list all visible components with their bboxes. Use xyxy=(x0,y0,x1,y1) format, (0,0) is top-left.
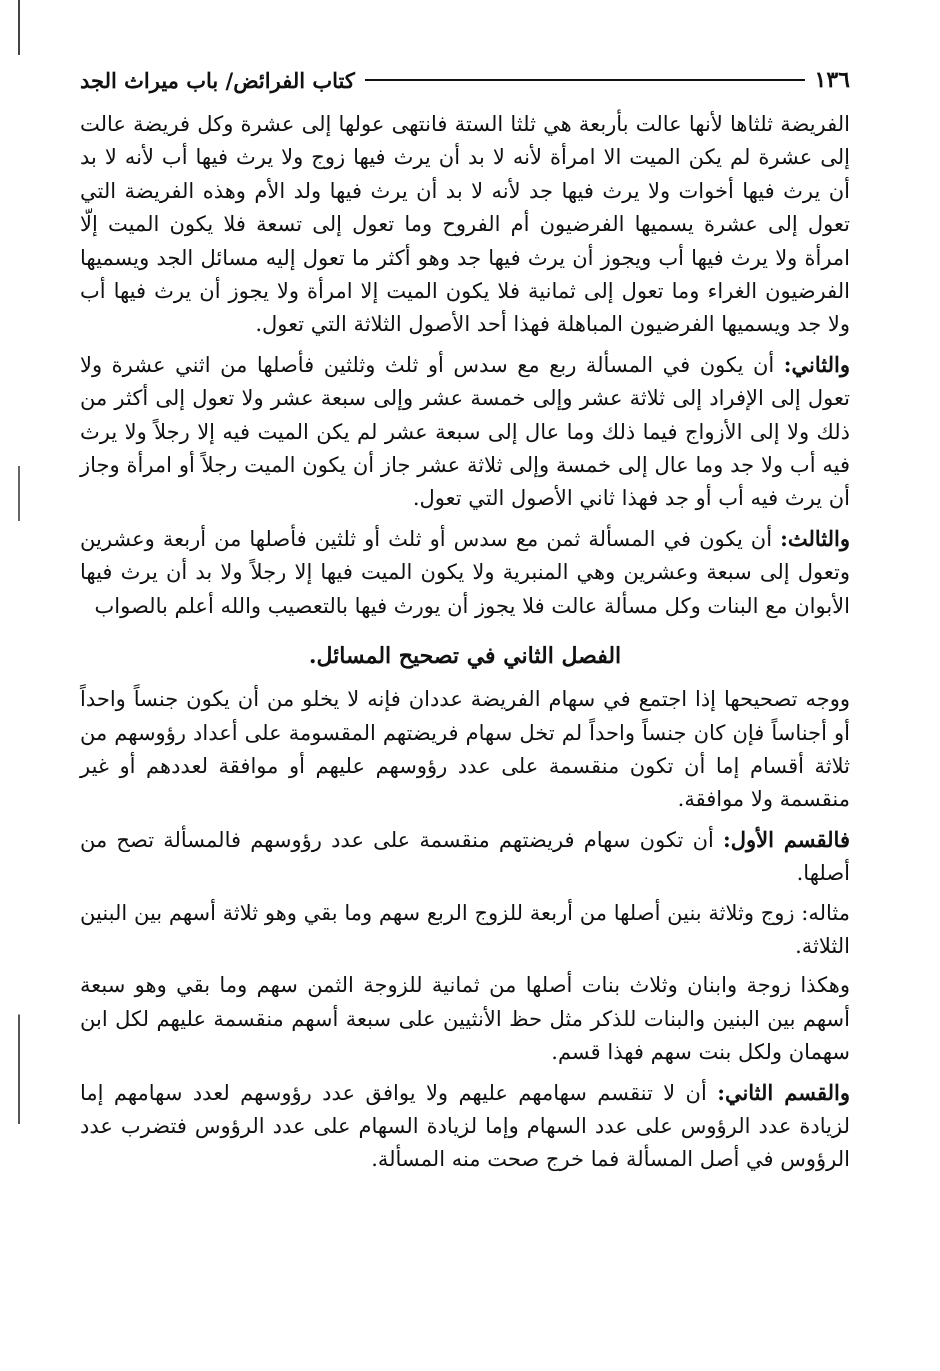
book-page xyxy=(80,60,850,1183)
paragraph-text: مثاله: زوج وثلاثة بنين أصلها من أربعة للزوج الربع سهم وما بقي وهو ثلاثة أسهم بين البنين الثلاثة. xyxy=(80,900,850,958)
paragraph xyxy=(80,522,850,623)
paragraph xyxy=(80,823,850,891)
paragraph xyxy=(80,1076,850,1177)
section-heading: الفصل الثاني في تصحيح المسائل. xyxy=(308,643,622,670)
scan-margin-line xyxy=(18,0,20,1371)
paragraph-lead: والثالث: xyxy=(780,525,850,551)
paragraph-lead: والقسم الثاني: xyxy=(717,1079,850,1105)
paragraph-text: الفريضة ثلثاها لأنها عالت بأربعة هي ثلثا الستة فانتهى عولها إلى عشرة وكل فريضة عالت إلى عشرة لم يكن الميت الا امرأة لأنه لا بد أن يرث فيها زوج ولا يرث فيها أب لأنه لا بد أن يرث فيها أخوات ولا يرث فيها جد لأنه لا بد أن يرث فيها ولد الأم وهذه الفريضة التي تعول إلى عشرة يسميها الفرضيون أم الفروح وما تعول إلى تسعة فلا يكون الميت إلّا امرأة ولا يرث فيها أب ويجوز أن يرث فيها جد وهو أكثر ما تعول إليه مسائل الجد ويسميها الفرضيون الغراء وما تعول إلى ثمانية فلا يكون الميت إلا امرأة ولا يجوز أن يرث فيها أب ولا جد ويسميها الفرضيون المباهلة فهذا أحد الأصول الثلاثة التي تعول. xyxy=(80,112,850,337)
paragraph xyxy=(80,969,850,1069)
paragraph xyxy=(80,348,850,516)
page-header xyxy=(80,60,850,100)
paragraph-text: أن لا تنقسم سهامهم عليهم ولا يوافق عدد رؤوسهم لعدد سهامهم إما لزيادة عدد الرؤوس على عدد السهام وإما لزيادة السهام على عدد الرؤوس فتضرب عدد الرؤوس في أصل المسألة فما خرج صحت منه المسألة. xyxy=(80,1080,850,1172)
paragraph-lead: والثاني: xyxy=(783,351,850,377)
page-number: ١٣٦ xyxy=(814,67,850,93)
paragraph-text: أن يكون في المسألة ثمن مع سدس أو ثلث أو ثلثين فأصلها من أربعة وعشرين وتعول إلى سبعة وعشرين وهي المنبرية ولا يكون الميت فيها إلا رجلاً ولا بد أن يرث فيها الأبوان مع البنات وكل مسألة عالت فلا يجوز أن يورث فيها بالتعصيب والله أعلم بالصواب xyxy=(80,526,850,618)
paragraph xyxy=(80,683,850,817)
paragraph-text: أن تكون سهام فريضتهم منقسمة على عدد رؤوسهم فالمسألة تصح من أصلها. xyxy=(80,827,850,886)
body-text xyxy=(80,108,850,1177)
paragraph xyxy=(80,108,850,342)
paragraph xyxy=(80,897,850,964)
header-rule xyxy=(365,79,805,81)
paragraph-lead: فالقسم الأول: xyxy=(723,826,850,852)
paragraph-text: وهكذا زوجة وابنان وثلاث بنات أصلها من ثمانية للزوجة الثمن سهم وما بقي وهو سبعة أسهم بين البنين والبنات للذكر مثل حظ الأنثيين على سبعة أسهم منقسمة عليهم لكل ابن سهمان ولكل بنت سهم فهذا قسم. xyxy=(80,973,850,1065)
paragraph-text: ووجه تصحيحها إذا اجتمع في سهام الفريضة عددان فإنه لا يخلو من أن يكون جنساً واحداً أو أجناساً فإن كان جنساً واحداً لم تخل سهام فريضتهم المقسومة على أعداد رؤوسهم من ثلاثة أقسام إما أن تكون منقسمة على عدد رؤوسهم عليهم أو موافقة لعددهم أو غير منقسمة ولا موافقة. xyxy=(80,687,850,812)
running-title: كتاب الفرائض/ باب ميراث الجد xyxy=(80,67,355,93)
paragraph-text: أن يكون في المسألة ربع مع سدس أو ثلث وثلثين فأصلها من اثني عشرة ولا تعول إلى الإفراد إلى ثلاثة عشر وإلى خمسة عشر وإلى سبعة عشر ولا تعول إلى أكثر من ذلك ولا إلى الأزواج فيما ذلك وما عال إلى سبعة عشر لم يكن الميت فيه إلا رجلاً ولا يرث فيه أب ولا جد وما عال إلى خمسة وإلى ثلاثة عشر جاز أن يكون الميت رجلاً أو امرأة وجاز أن يرث فيه أب أو جد فهذا ثاني الأصول التي تعول. xyxy=(80,352,850,511)
